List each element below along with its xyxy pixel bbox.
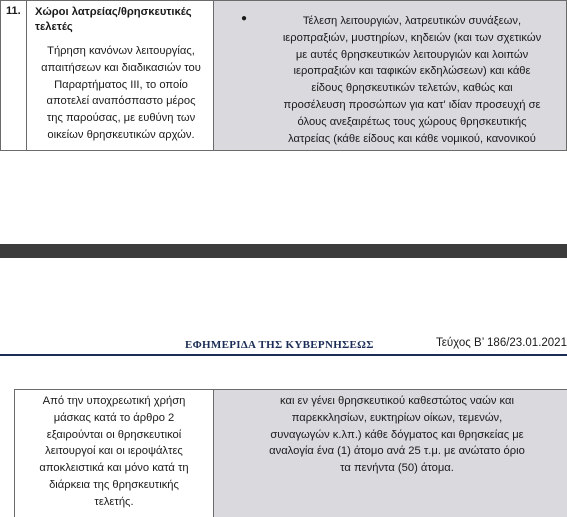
issue-reference: Τεύχος Β’ 186/23.01.2021 <box>436 337 567 349</box>
row11-title-line: Χώροι λατρείας/θρησκευτικές <box>35 6 192 18</box>
continuation-left-text <box>17 393 211 511</box>
text-line: και εν γένει θρησκευτικού καθεστώτος ναών και <box>280 395 514 407</box>
text-line: συναγωγών κ.λπ.) κάθε δόγματος και θρησκείας με <box>270 428 524 441</box>
text-line: τα πενήντα (50) άτομα. <box>340 462 454 475</box>
text-line: παρεκκλησίων, ευκτηρίων οίκων, τεμενών, <box>291 411 503 424</box>
text-line: Από την υποχρεωτική χρήση <box>42 395 186 407</box>
row11-left-cell <box>26 0 214 151</box>
text-line: μάσκας κατά το άρθρο 2 <box>53 411 175 424</box>
text-line: λειτουργοί και οι ιεροψάλτες <box>45 445 183 458</box>
row11-right-cell <box>213 0 567 151</box>
text-line: ιεροπραξιών και ταφικών εκδηλώσεων) και κάθε <box>293 65 531 78</box>
row-number-cell <box>0 0 26 151</box>
header-divider <box>0 354 567 356</box>
text-line: Τέλεση λειτουργιών, λατρευτικών συνάξεων, <box>302 15 522 27</box>
text-line: αποκλειστικά και μόνο κατά τη <box>39 462 189 475</box>
text-line: εξαιρούνται οι θρησκευτικοί <box>46 428 182 441</box>
continuation-right-text <box>236 393 558 477</box>
text-line: τελετής. <box>94 495 134 508</box>
bullet-icon: ● <box>241 13 248 24</box>
text-line: απαιτήσεων και διαδικασιών του <box>41 61 201 74</box>
continuation-right-cell <box>213 389 567 517</box>
page-break-divider <box>0 244 567 258</box>
row11-title <box>35 5 211 35</box>
text-line: διάρκεια της θρησκευτικής <box>49 478 179 491</box>
text-line: λατρείας (κάθε είδους και κάθε νομικού, κανονικού <box>288 132 536 145</box>
text-line: Τήρηση κανόνων λειτουργίας, <box>47 45 195 57</box>
row11-title-line: τελετές <box>35 21 73 33</box>
text-line: της παρούσας, με ευθύνη των <box>46 112 196 125</box>
gazette-title: ΕΦΗΜΕΡΙΔΑ ΤΗΣ ΚΥΒΕΡΝΗΣΕΩΣ <box>185 339 374 351</box>
text-line: είδους θρησκευτικών τελετών, καθώς και <box>311 82 513 95</box>
text-line: οικείων θρησκευτικών αρχών. <box>47 128 195 141</box>
row11-right-text <box>260 13 564 147</box>
continuation-left-cell <box>14 389 216 517</box>
row-number: 11. <box>6 5 21 17</box>
text-line: με αυτές θρησκευτικών λειτουργιών και λοιπών <box>295 48 529 61</box>
text-line: αναλογία ένα (1) άτομο ανά 25 τ.μ. με ανώτατο όριο <box>269 445 525 458</box>
text-line: όλους ανεξαιρέτως τους χώρους θρησκευτικής <box>297 115 527 128</box>
text-line: Παραρτήματος ΙΙΙ, το οποίο <box>54 78 188 91</box>
text-line: αποτελεί αναπόσπαστο μέρος <box>46 95 196 108</box>
text-line: ιεροπραξιών, μυστηρίων, κηδειών (και των σχετικών <box>282 31 542 44</box>
row11-left-text <box>31 43 211 144</box>
text-line: προσέλευση προσώπων για κατ' ιδίαν προσευχή σε <box>283 98 541 111</box>
